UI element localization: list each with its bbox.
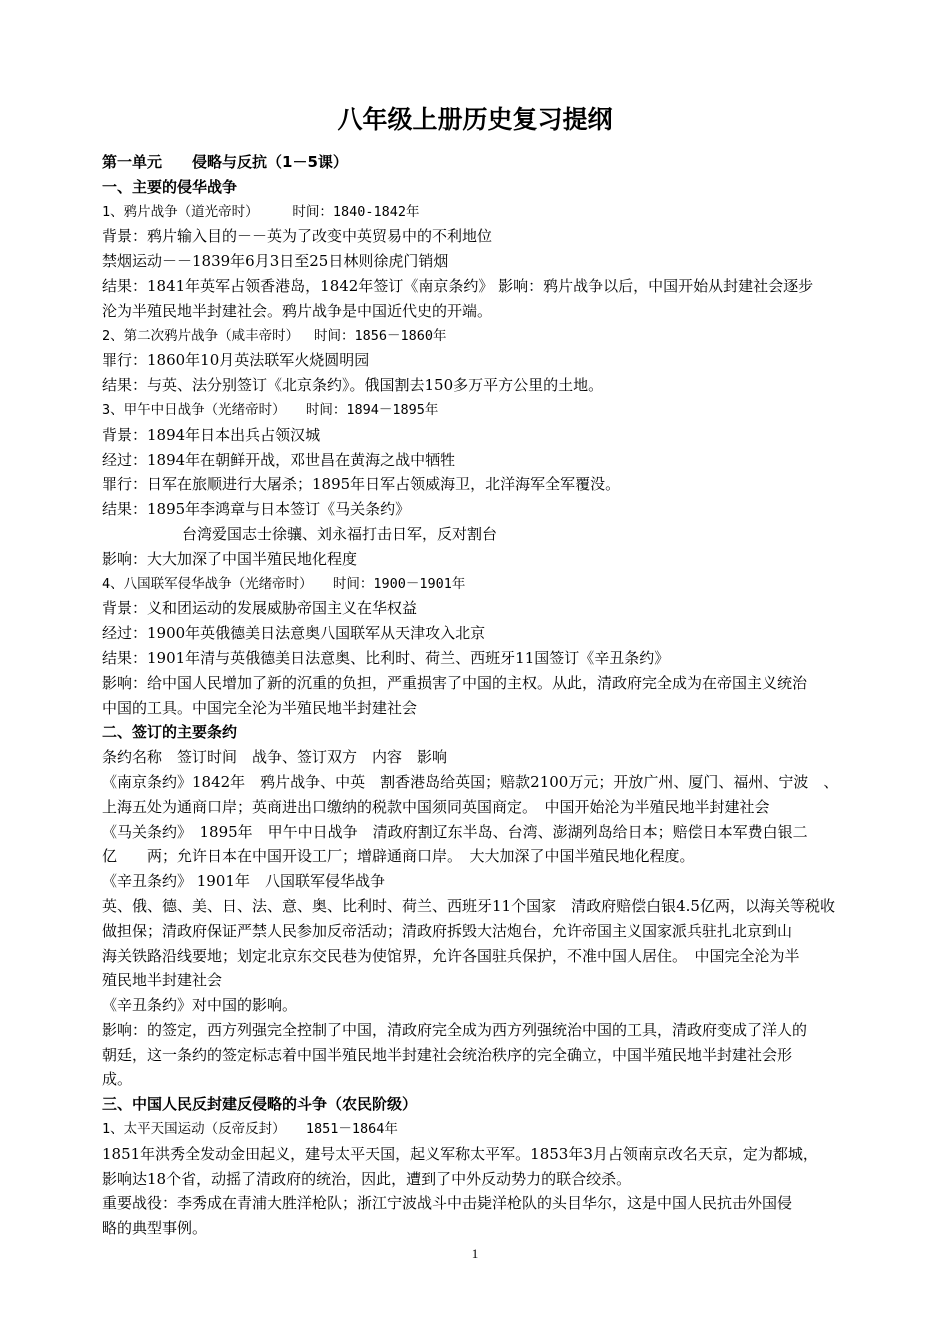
text-line: 结果：1895年李鸿章与日本签订《马关条约》 <box>102 500 411 519</box>
section-heading: 二、签订的主要条约 <box>102 723 238 742</box>
text-line: 背景：鸦片输入目的－－英为了改变中英贸易中的不利地位 <box>102 227 493 246</box>
text-line: 《辛丑条约》 1901年 八国联军侵华战争 <box>102 872 385 891</box>
page-number: 1 <box>471 1246 479 1261</box>
text-line: 上海五处为通商口岸；英商进出口缴纳的税款中国须同英国商定。 中国开始沦为半殖民地半封建社会 <box>102 797 770 816</box>
section-heading: 三、中国人民反封建反侵略的斗争（农民阶级） <box>102 1095 418 1114</box>
text-line: 亿 两；允许日本在中国开设工厂；增辟通商口岸。 大大加深了中国半殖民地化程度。 <box>102 847 695 866</box>
text-line: 1851年洪秀全发动金田起义，建号太平天国，起义军称太平军。1853年3月占领南京改名天京，定为都城， <box>102 1144 818 1163</box>
section-heading: 第一单元 侵略与反抗（1－5课） <box>102 153 348 171</box>
text-line: 罪行：1860年10月英法联军火烧圆明园 <box>102 351 370 370</box>
text-line: 台湾爱国志士徐骧、刘永福打击日军，反对割台 <box>182 524 498 543</box>
text-line: 经过：1894年在朝鲜开战，邓世昌在黄海之战中牺牲 <box>102 450 456 469</box>
text-line: 《南京条约》1842年 鸦片战争、中英 割香港岛给英国；赔款2100万元；开放广州、厦门、福州、宁波 、 <box>102 772 839 791</box>
text-line: 影响：给中国人民增加了新的沉重的负担，严重损害了中国的主权。从此，清政府完全成为在帝国主义统治 <box>102 673 808 692</box>
text-line: 略的典型事例。 <box>102 1219 208 1238</box>
text-line: 朝廷，这一条约的签定标志着中国半殖民地半封建社会统治秩序的完全确立，中国半殖民地半封建社会形 <box>102 1045 793 1064</box>
text-line: 成。 <box>102 1070 133 1089</box>
text-line: 英、俄、德、美、日、法、意、奥、比利时、荷兰、西班牙11个国家 清政府赔偿白银4.5亿两，以海关等税收 <box>102 896 835 915</box>
text-line: 影响：大大加深了中国半殖民地化程度 <box>102 549 358 568</box>
text-line: 沦为半殖民地半封建社会。鸦片战争是中国近代史的开端。 <box>102 301 493 320</box>
subsection-heading: 1、鸦片战争（道光帝时） 时间：1840-1842年 <box>102 203 420 220</box>
text-line: 殖民地半封建社会 <box>102 971 223 990</box>
text-line: 《马关条约》 1895年 甲午中日战争 清政府割辽东半岛、台湾、澎湖列岛给日本；赔偿日本军费白银二 <box>102 822 808 841</box>
subsection-heading: 4、八国联军侵华战争（光绪帝时） 时间：1900－1901年 <box>102 575 466 592</box>
text-line: 结果：1841年英军占领香港岛，1842年签订《南京条约》 影响：鸦片战争以后，中国开始从封建社会逐步 <box>102 276 814 295</box>
document-title: 八年级上册历史复习提纲 <box>337 105 613 134</box>
text-line: 做担保；清政府保证严禁人民参加反帝活动；清政府拆毁大沽炮台，允许帝国主义国家派兵驻扎北京到山 <box>102 921 793 940</box>
subsection-heading: 1、太平天国运动（反帝反封） 1851－1864年 <box>102 1121 398 1138</box>
text-line: 结果：1901年清与英俄德美日法意奥、比利时、荷兰、西班牙11国签订《辛丑条约》 <box>102 648 670 667</box>
text-line: 影响：的签定，西方列强完全控制了中国，清政府完全成为西方列强统治中国的工具，清政府变成了洋人的 <box>102 1020 808 1039</box>
text-line: 海关铁路沿线要地；划定北京东交民巷为使馆界，允许各国驻兵保护，不准中国人居住。 中国完全沦为半 <box>102 946 800 965</box>
section-heading: 一、主要的侵华战争 <box>102 177 238 196</box>
text-line: 影响达18个省，动摇了清政府的统治，因此，遭到了中外反动势力的联合绞杀。 <box>102 1169 632 1188</box>
text-line: 禁烟运动－－1839年6月3日至25日林则徐虎门销烟 <box>102 252 449 271</box>
document-body <box>102 150 862 1241</box>
text-line: 条约名称 签订时间 战争、签订双方 内容 影响 <box>102 748 448 767</box>
text-line: 结果：与英、法分别签订《北京条约》。俄国割去150多万平方公里的土地。 <box>102 376 604 395</box>
subsection-heading: 3、甲午中日战争（光绪帝时） 时间：1894－1895年 <box>102 401 439 418</box>
subsection-heading: 2、第二次鸦片战争（咸丰帝时） 时间：1856－1860年 <box>102 327 447 344</box>
text-line: 背景：义和团运动的发展威胁帝国主义在华权益 <box>102 599 418 618</box>
text-line: 经过：1900年英俄德美日法意奥八国联军从天津攻入北京 <box>102 624 486 643</box>
text-line: 重要战役：李秀成在青浦大胜洋枪队；浙江宁波战斗中击毙洋枪队的头目华尔，这是中国人民抗击外国侵 <box>102 1194 793 1213</box>
text-line: 罪行：日军在旅顺进行大屠杀；1895年日军占领威海卫，北洋海军全军覆没。 <box>102 475 621 494</box>
text-line: 中国的工具。中国完全沦为半殖民地半封建社会 <box>102 698 418 717</box>
text-line: 《辛丑条约》对中国的影响。 <box>102 996 298 1015</box>
text-line: 背景：1894年日本出兵占领汉城 <box>102 425 321 444</box>
